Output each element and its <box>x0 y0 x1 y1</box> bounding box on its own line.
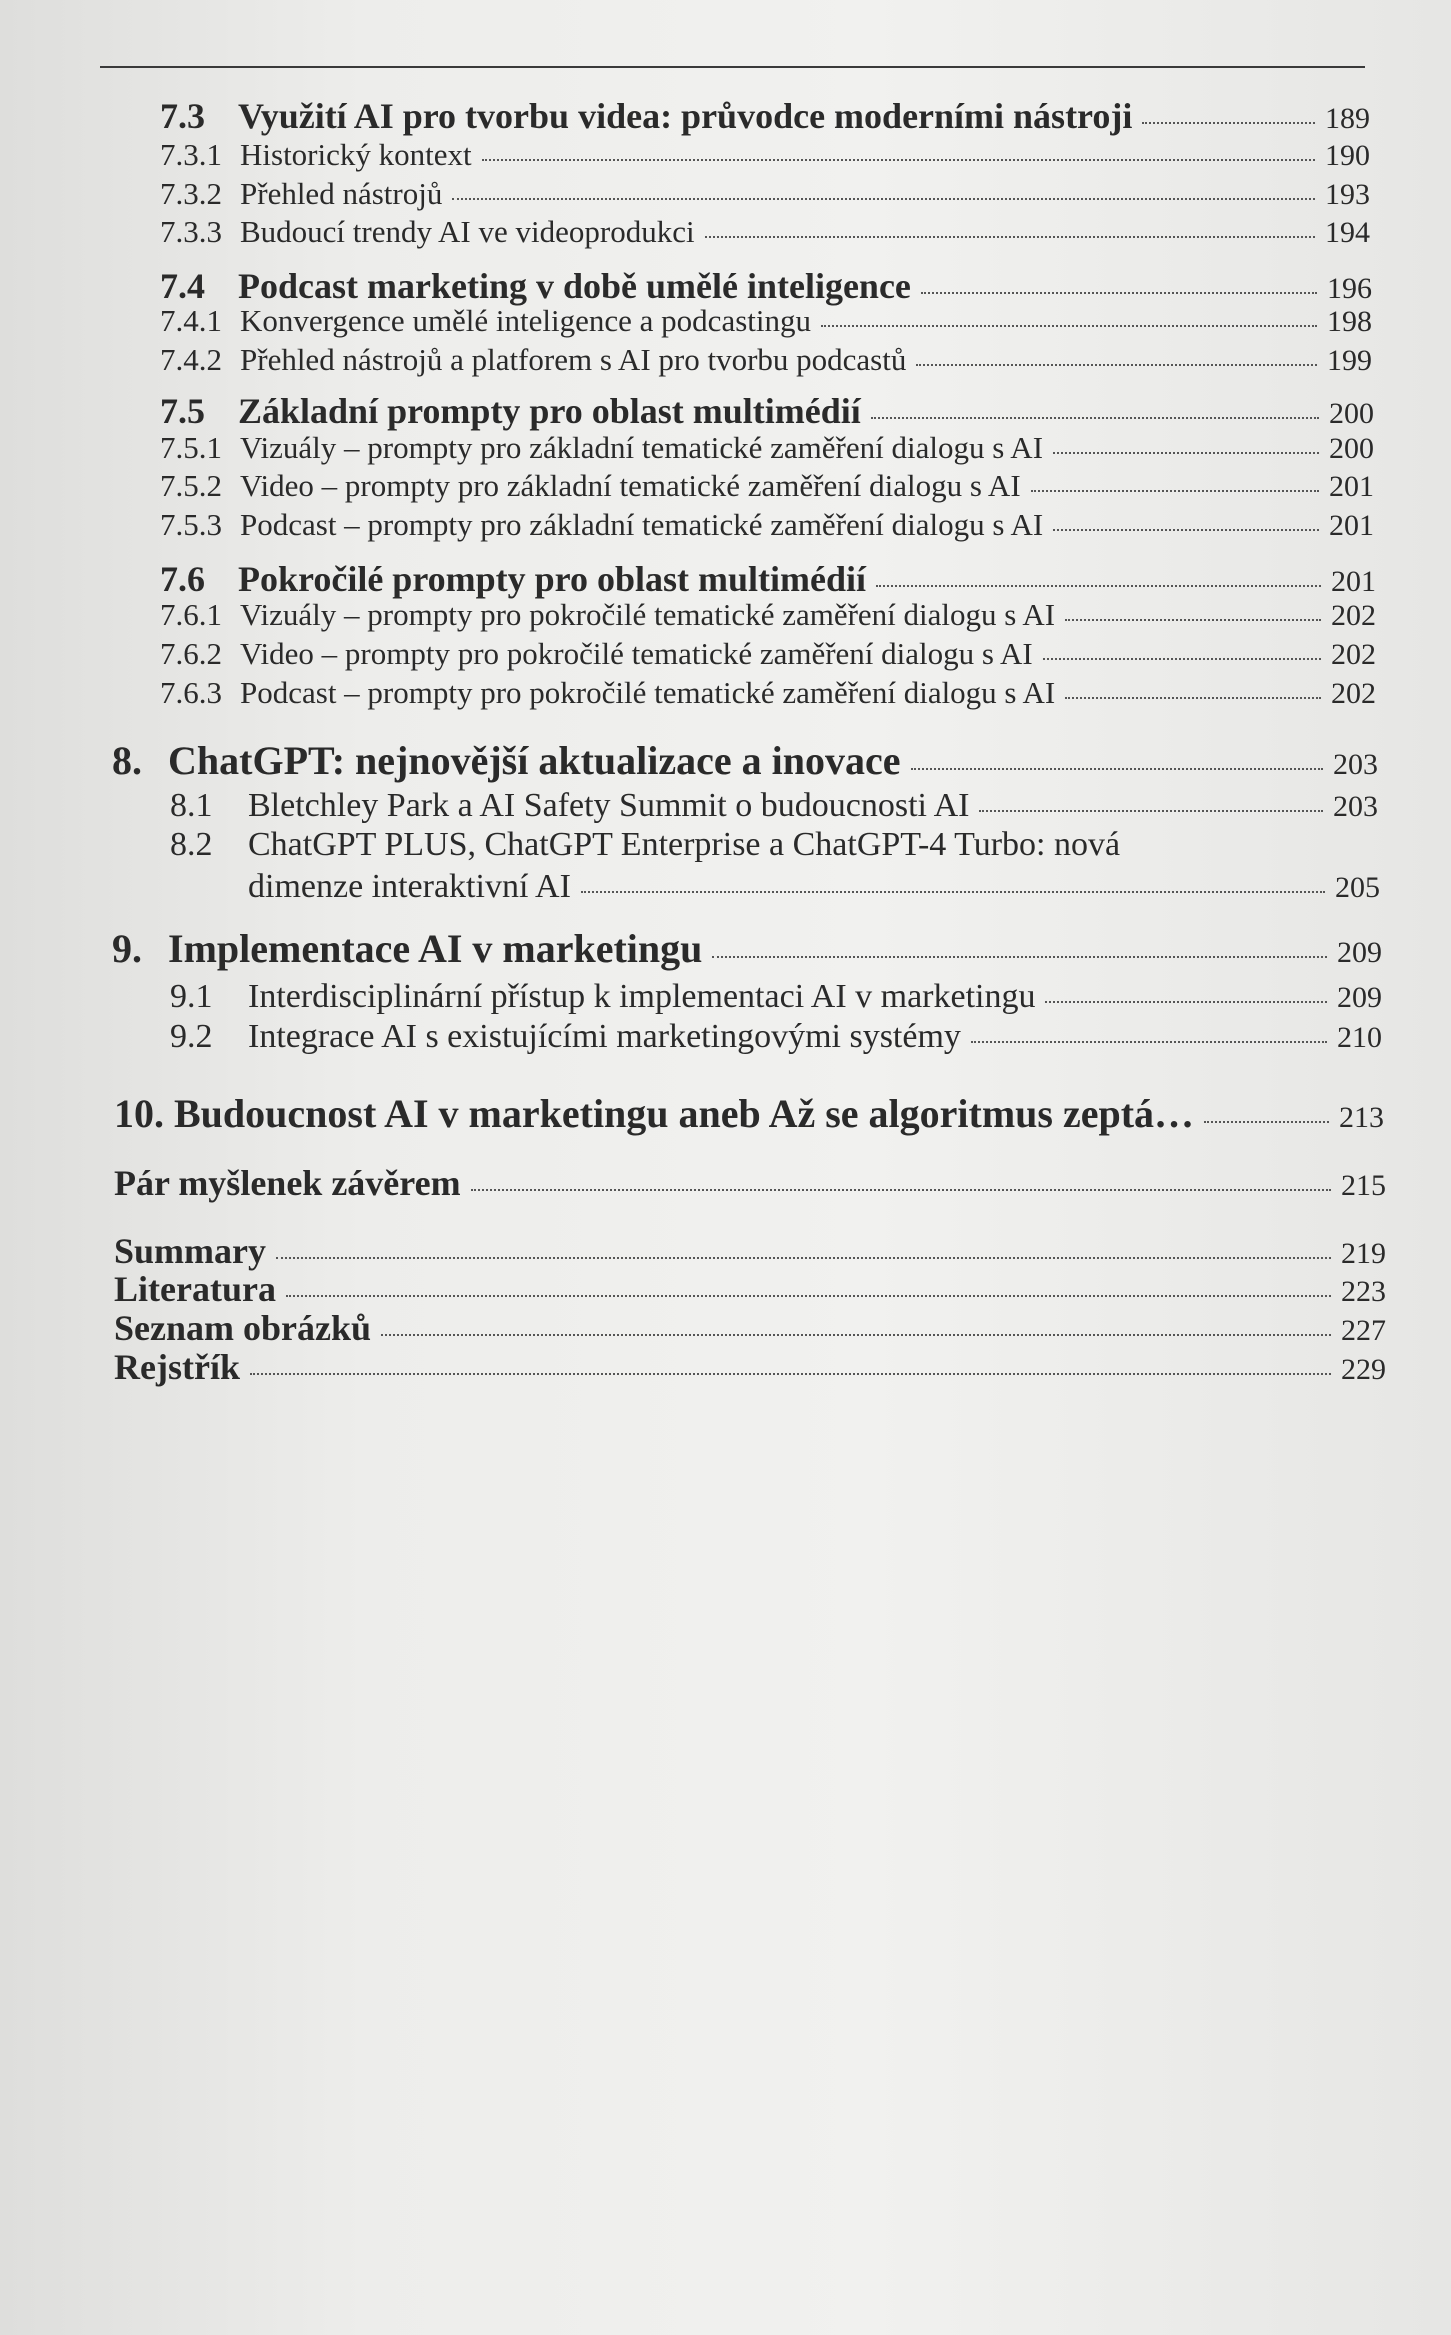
toc-entry-page: 201 <box>1331 565 1376 598</box>
toc-entry-title: Vizuály – prompty pro pokročilé tematické zaměření dialogu s AI <box>240 597 1056 632</box>
toc-entry-title: ChatGPT PLUS, ChatGPT Enterprise a ChatGPT-4 Turbo: nová <box>248 826 1121 863</box>
dot-leader <box>1065 697 1321 699</box>
toc-entry <box>170 1018 1382 1056</box>
dot-leader <box>921 292 1317 294</box>
dot-leader <box>482 159 1315 161</box>
dot-leader <box>979 810 1323 812</box>
toc-entry-number: 7.5.3 <box>160 507 222 542</box>
toc-entry-title: Pokročilé prompty pro oblast multimédií <box>238 559 867 599</box>
toc-entry-page: 215 <box>1341 1169 1386 1202</box>
toc-entry-title: Podcast – prompty pro pokročilé tematické zaměření dialogu s AI <box>240 675 1056 710</box>
toc-entry-page: 200 <box>1329 432 1374 465</box>
toc-entry-number: 7.3.1 <box>160 137 222 172</box>
toc-entry-page: 229 <box>1341 1353 1386 1386</box>
toc-entry-page: 201 <box>1329 470 1374 503</box>
toc-entry-title: Podcast marketing v době umělé inteligence <box>238 266 911 306</box>
toc-entry-number: 8.1 <box>170 787 213 824</box>
toc-entry-number: 7.5.1 <box>160 430 222 465</box>
toc-entry-number: 8. <box>112 738 142 783</box>
toc-entry-page: 201 <box>1329 509 1374 542</box>
toc-entry-title: Budoucí trendy AI ve videoprodukci <box>240 214 695 249</box>
toc-entry <box>112 737 1378 784</box>
toc-entry <box>160 597 1376 633</box>
toc-entry <box>160 558 1376 600</box>
dot-leader <box>911 768 1323 770</box>
toc-entry-page: 190 <box>1325 139 1370 172</box>
toc-entry-number: 7.6 <box>160 559 205 599</box>
toc-entry-page: 209 <box>1337 981 1382 1014</box>
toc-entry <box>114 1307 1386 1349</box>
toc-entry <box>160 137 1370 173</box>
toc-entry-title: Základní prompty pro oblast multimédií <box>238 391 861 431</box>
toc-entry <box>160 303 1372 339</box>
dot-leader <box>1142 122 1315 124</box>
dot-leader <box>1053 452 1319 454</box>
dot-leader <box>581 891 1325 893</box>
toc-entry-page: 196 <box>1327 272 1372 305</box>
toc-entry-page: 227 <box>1341 1314 1386 1347</box>
dot-leader <box>871 417 1319 419</box>
toc-entry-title: Interdisciplinární přístup k implementaci AI v marketingu <box>248 978 1036 1015</box>
toc-entry-page: 202 <box>1331 638 1376 671</box>
toc-entry-page: 203 <box>1333 748 1378 781</box>
toc-entry-page: 213 <box>1339 1101 1384 1134</box>
toc-entry <box>170 978 1382 1016</box>
toc-entry-page: 209 <box>1337 936 1382 969</box>
dot-leader <box>1045 1001 1327 1003</box>
toc-entry-title: Integrace AI s existujícími marketingovými systémy <box>248 1018 961 1055</box>
toc-entry-number: 7.5 <box>160 391 205 431</box>
toc-entry-page: 203 <box>1333 790 1378 823</box>
toc-entry <box>112 925 1382 972</box>
toc-entry <box>170 826 1380 864</box>
dot-leader <box>705 236 1315 238</box>
dot-leader <box>1031 490 1319 492</box>
dot-leader <box>286 1295 1331 1297</box>
toc-entry <box>160 675 1376 711</box>
dot-leader <box>971 1041 1327 1043</box>
toc-entry <box>160 430 1374 466</box>
dot-leader <box>821 325 1317 327</box>
toc-entry <box>114 1162 1386 1204</box>
toc-entry <box>160 214 1370 250</box>
toc-entry-title: Konvergence umělé inteligence a podcastingu <box>240 303 811 338</box>
dot-leader <box>381 1334 1331 1336</box>
toc-entry-page: 189 <box>1325 102 1370 135</box>
toc-entry <box>114 1230 1386 1272</box>
header-rule <box>100 66 1365 68</box>
toc-entry-number: 9. <box>112 926 142 971</box>
dot-leader <box>1065 619 1321 621</box>
toc-entry-title: Seznam obrázků <box>114 1308 372 1348</box>
dot-leader <box>1053 529 1319 531</box>
toc-entry-title: Historický kontext <box>240 137 472 172</box>
toc-entry <box>160 507 1374 543</box>
toc-entry-title-cont: dimenze interaktivní AI <box>248 868 571 905</box>
dot-leader <box>712 956 1327 958</box>
toc-entry-title: Přehled nástrojů <box>240 176 443 211</box>
toc-entry-number: 7.3.3 <box>160 214 222 249</box>
toc-entry <box>160 176 1370 212</box>
toc-entry-title: Video – prompty pro základní tematické zaměření dialogu s AI <box>240 468 1021 503</box>
toc-entry-page: 199 <box>1327 344 1372 377</box>
toc-entry-page: 210 <box>1337 1021 1382 1054</box>
dot-leader <box>916 364 1317 366</box>
toc-entry-page: 219 <box>1341 1237 1386 1270</box>
dot-leader <box>1043 658 1321 660</box>
dot-leader <box>276 1257 1331 1259</box>
toc-entry-title: Summary <box>114 1231 266 1271</box>
dot-leader <box>876 585 1321 587</box>
toc-entry-page: 198 <box>1327 305 1372 338</box>
toc-entry-title: Podcast – prompty pro základní tematické zaměření dialogu s AI <box>240 507 1044 542</box>
toc-entry-title: Vizuály – prompty pro základní tematické zaměření dialogu s AI <box>240 430 1044 465</box>
toc-entry-number: 7.4 <box>160 266 205 306</box>
toc-entry-page: 194 <box>1325 216 1370 249</box>
toc-entry-number: 7.6.3 <box>160 675 222 710</box>
toc-entry-page: 205 <box>1335 871 1380 904</box>
toc-entry-number: 9.2 <box>170 1018 213 1055</box>
toc-entry <box>170 787 1378 825</box>
toc-entry-number: 7.6.1 <box>160 597 222 632</box>
dot-leader <box>1204 1121 1329 1123</box>
toc-entry-title: Bletchley Park a AI Safety Summit o budoucnosti AI <box>248 787 970 824</box>
toc-entry <box>160 265 1372 307</box>
toc-entry-title: Přehled nástrojů a platforem s AI pro tvorbu podcastů <box>240 342 907 377</box>
toc-entry-title: Využití AI pro tvorbu videa: průvodce moderními nástroji <box>238 96 1133 136</box>
toc-entry-number: 7.6.2 <box>160 636 222 671</box>
toc-entry-page: 193 <box>1325 178 1370 211</box>
toc-entry <box>160 390 1374 432</box>
dot-leader <box>452 198 1315 200</box>
toc-entry-title: ChatGPT: nejnovější aktualizace a inovace <box>168 738 901 783</box>
toc-entry <box>114 1090 1384 1137</box>
toc-entry <box>160 342 1372 378</box>
toc-entry-number: 9.1 <box>170 978 213 1015</box>
toc-entry-title: Literatura <box>114 1269 276 1309</box>
toc-entry-title: Video – prompty pro pokročilé tematické zaměření dialogu s AI <box>240 636 1033 671</box>
toc-entry-number: 7.4.2 <box>160 342 222 377</box>
toc-entry <box>160 95 1370 137</box>
toc-entry-page: 202 <box>1331 677 1376 710</box>
toc-entry-title: Pár myšlenek závěrem <box>114 1163 461 1203</box>
dot-leader <box>471 1189 1331 1191</box>
toc-entry-page: 200 <box>1329 397 1374 430</box>
toc-entry <box>114 1346 1386 1388</box>
toc-entry-page: 223 <box>1341 1275 1386 1308</box>
toc-entry-title: 10. Budoucnost AI v marketingu aneb Až se algoritmus zeptá… <box>114 1091 1195 1136</box>
toc-entry-number: 7.5.2 <box>160 468 222 503</box>
toc-entry-number: 7.3.2 <box>160 176 222 211</box>
toc-entry-continuation <box>248 868 1380 906</box>
toc-entry-number: 8.2 <box>170 826 213 863</box>
toc-entry <box>160 636 1376 672</box>
toc-entry-number: 7.3 <box>160 96 205 136</box>
toc-entry-page: 202 <box>1331 599 1376 632</box>
toc-entry <box>160 468 1374 504</box>
toc-entry <box>114 1268 1386 1310</box>
dot-leader <box>250 1373 1331 1375</box>
toc-entry-number: 7.4.1 <box>160 303 222 338</box>
toc-entry-title: Implementace AI v marketingu <box>168 926 703 971</box>
toc-entry-title: Rejstřík <box>114 1347 240 1387</box>
